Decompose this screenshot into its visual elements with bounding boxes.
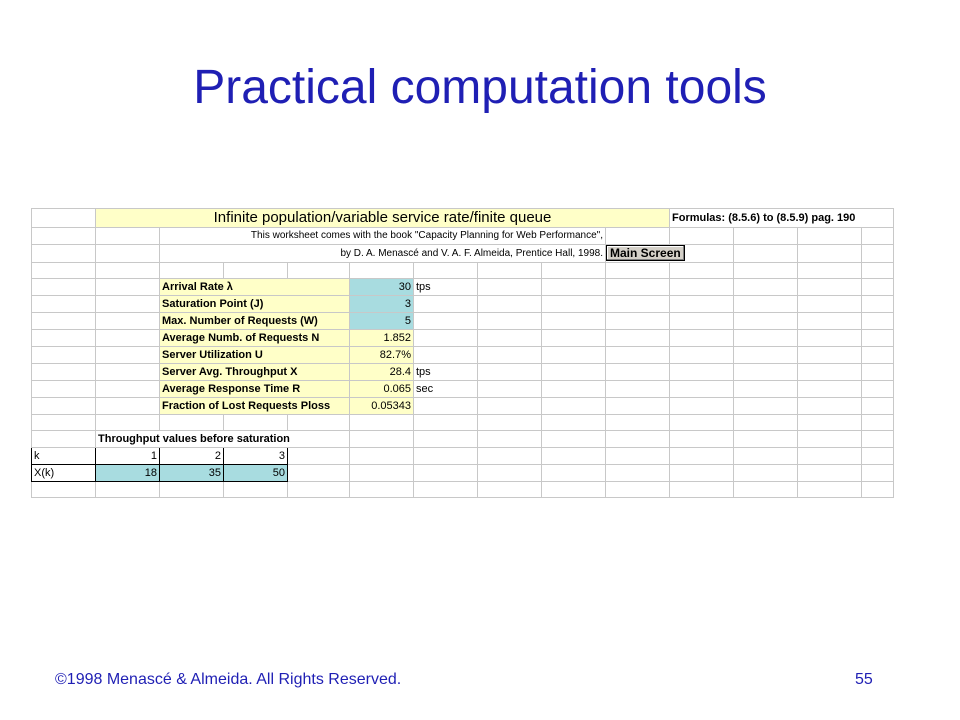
cell[interactable] — [542, 398, 606, 415]
cell[interactable] — [734, 347, 798, 364]
cell[interactable] — [478, 347, 542, 364]
cell[interactable] — [798, 347, 862, 364]
cell[interactable] — [542, 415, 606, 431]
cell[interactable] — [414, 465, 478, 482]
cell[interactable] — [542, 347, 606, 364]
cell[interactable] — [862, 296, 894, 313]
cell[interactable] — [288, 465, 350, 482]
param-value[interactable]: 30 — [350, 279, 414, 296]
cell[interactable] — [670, 465, 734, 482]
cell[interactable] — [478, 415, 542, 431]
cell[interactable] — [798, 431, 862, 448]
cell[interactable] — [606, 330, 670, 347]
cell[interactable] — [542, 431, 606, 448]
cell[interactable] — [606, 381, 670, 398]
cell[interactable] — [96, 296, 160, 313]
cell[interactable] — [350, 415, 414, 431]
param-value[interactable]: 28.4 — [350, 364, 414, 381]
cell[interactable] — [734, 364, 798, 381]
cell[interactable] — [798, 296, 862, 313]
cell[interactable] — [670, 330, 734, 347]
cell[interactable] — [96, 364, 160, 381]
cell[interactable] — [606, 296, 670, 313]
param-label[interactable]: Average Numb. of Requests N — [160, 330, 350, 347]
cell[interactable] — [606, 431, 670, 448]
throughput-x-value[interactable]: 18 — [96, 465, 160, 482]
cell[interactable] — [670, 313, 734, 330]
cell[interactable] — [670, 364, 734, 381]
cell[interactable] — [414, 448, 478, 465]
cell[interactable] — [478, 296, 542, 313]
cell[interactable] — [542, 448, 606, 465]
cell[interactable] — [670, 398, 734, 415]
cell[interactable] — [478, 398, 542, 415]
credit-line-2[interactable]: by D. A. Menascé and V. A. F. Almeida, Prentice Hall, 1998. — [160, 245, 606, 263]
cell[interactable] — [734, 330, 798, 347]
param-value[interactable]: 1.852 — [350, 330, 414, 347]
cell[interactable] — [96, 313, 160, 330]
param-unit[interactable]: sec — [414, 381, 478, 398]
cell[interactable] — [32, 263, 96, 279]
param-value[interactable]: 82.7% — [350, 347, 414, 364]
cell[interactable] — [798, 381, 862, 398]
param-value[interactable]: 0.065 — [350, 381, 414, 398]
cell[interactable] — [734, 296, 798, 313]
cell[interactable] — [542, 296, 606, 313]
param-label[interactable]: Fraction of Lost Requests Ploss — [160, 398, 350, 415]
cell[interactable] — [798, 330, 862, 347]
cell[interactable] — [606, 263, 670, 279]
cell[interactable] — [478, 263, 542, 279]
cell[interactable] — [734, 279, 798, 296]
cell[interactable] — [798, 263, 862, 279]
cell[interactable] — [798, 245, 862, 263]
cell[interactable] — [96, 228, 160, 245]
param-unit[interactable] — [414, 313, 478, 330]
cell[interactable] — [798, 228, 862, 245]
cell[interactable] — [96, 381, 160, 398]
cell[interactable] — [606, 228, 670, 245]
cell[interactable] — [798, 482, 862, 498]
cell[interactable] — [288, 482, 350, 498]
cell[interactable] — [542, 364, 606, 381]
param-unit[interactable]: tps — [414, 279, 478, 296]
slide-title: Practical computation tools — [193, 61, 767, 114]
cell[interactable] — [32, 296, 96, 313]
cell[interactable] — [862, 228, 894, 245]
param-unit[interactable] — [414, 296, 478, 313]
cell[interactable] — [478, 482, 542, 498]
cell[interactable] — [670, 448, 734, 465]
cell[interactable] — [32, 431, 96, 448]
cell[interactable] — [414, 482, 478, 498]
cell[interactable] — [478, 364, 542, 381]
cell[interactable] — [606, 482, 670, 498]
cell[interactable] — [798, 398, 862, 415]
param-label[interactable]: Arrival Rate λ — [160, 279, 350, 296]
param-label[interactable]: Server Avg. Throughput X — [160, 364, 350, 381]
cell[interactable] — [798, 448, 862, 465]
cell[interactable] — [224, 482, 288, 498]
cell[interactable] — [350, 482, 414, 498]
cell[interactable] — [478, 465, 542, 482]
cell[interactable] — [798, 313, 862, 330]
sheet-title[interactable]: Infinite population/variable service rate/finite queue — [96, 209, 670, 228]
cell[interactable] — [96, 263, 160, 279]
cell[interactable] — [32, 364, 96, 381]
main-screen-cell — [606, 245, 734, 263]
cell[interactable] — [478, 431, 542, 448]
cell[interactable] — [734, 398, 798, 415]
cell[interactable] — [160, 415, 224, 431]
throughput-k-value[interactable]: 3 — [224, 448, 288, 465]
cell[interactable] — [288, 448, 350, 465]
cell[interactable] — [734, 448, 798, 465]
cell[interactable] — [542, 330, 606, 347]
cell[interactable] — [862, 263, 894, 279]
page-number: 55 — [855, 671, 873, 688]
cell[interactable] — [350, 431, 414, 448]
throughput-k-value[interactable]: 1 — [96, 448, 160, 465]
cell[interactable] — [862, 448, 894, 465]
cell[interactable] — [542, 465, 606, 482]
cell[interactable] — [478, 330, 542, 347]
cell[interactable] — [542, 313, 606, 330]
cell[interactable] — [606, 465, 670, 482]
param-label[interactable]: Max. Number of Requests (W) — [160, 313, 350, 330]
cell[interactable] — [96, 482, 160, 498]
cell[interactable] — [96, 279, 160, 296]
cell[interactable] — [414, 263, 478, 279]
cell[interactable] — [32, 228, 96, 245]
throughput-x-value[interactable]: 35 — [160, 465, 224, 482]
cell[interactable] — [862, 279, 894, 296]
param-label[interactable]: Server Utilization U — [160, 347, 350, 364]
cell[interactable] — [734, 415, 798, 431]
cell[interactable] — [32, 381, 96, 398]
cell[interactable] — [670, 482, 734, 498]
param-unit[interactable] — [414, 330, 478, 347]
cell[interactable] — [734, 465, 798, 482]
throughput-title[interactable]: Throughput values before saturation — [96, 431, 350, 448]
cell[interactable] — [606, 448, 670, 465]
cell[interactable] — [798, 415, 862, 431]
param-value[interactable]: 5 — [350, 313, 414, 330]
cell[interactable] — [734, 381, 798, 398]
cell[interactable] — [32, 209, 96, 228]
cell[interactable] — [862, 398, 894, 415]
cell[interactable] — [32, 330, 96, 347]
cell[interactable] — [96, 398, 160, 415]
cell[interactable] — [478, 381, 542, 398]
throughput-x-label[interactable]: X(k) — [32, 465, 96, 482]
cell[interactable] — [670, 431, 734, 448]
cell[interactable] — [224, 263, 288, 279]
cell[interactable] — [862, 313, 894, 330]
main-screen-button[interactable]: Main Screen — [606, 245, 685, 261]
cell[interactable] — [606, 347, 670, 364]
cell[interactable] — [862, 364, 894, 381]
cell[interactable] — [670, 228, 734, 245]
cell[interactable] — [670, 279, 734, 296]
cell[interactable] — [862, 482, 894, 498]
cell[interactable] — [542, 381, 606, 398]
param-value[interactable]: 0.05343 — [350, 398, 414, 415]
credit-line-1[interactable]: This worksheet comes with the book "Capacity Planning for Web Performance", — [160, 228, 606, 245]
cell[interactable] — [670, 415, 734, 431]
cell[interactable] — [862, 415, 894, 431]
cell[interactable] — [96, 330, 160, 347]
param-value[interactable]: 3 — [350, 296, 414, 313]
param-unit[interactable] — [414, 347, 478, 364]
cell[interactable] — [798, 279, 862, 296]
cell[interactable] — [734, 228, 798, 245]
cell[interactable] — [288, 415, 350, 431]
cell[interactable] — [542, 263, 606, 279]
cell[interactable] — [734, 263, 798, 279]
cell[interactable] — [160, 482, 224, 498]
cell[interactable] — [32, 347, 96, 364]
throughput-x-value[interactable]: 50 — [224, 465, 288, 482]
cell[interactable] — [606, 279, 670, 296]
cell[interactable] — [32, 482, 96, 498]
formulas-text[interactable]: Formulas: (8.5.6) to (8.5.9) pag. 190 — [670, 209, 894, 228]
cell[interactable] — [862, 330, 894, 347]
cell[interactable] — [32, 245, 96, 263]
cell[interactable] — [606, 313, 670, 330]
param-label[interactable]: Average Response Time R — [160, 381, 350, 398]
cell[interactable] — [798, 465, 862, 482]
cell[interactable] — [32, 313, 96, 330]
cell[interactable] — [606, 415, 670, 431]
cell[interactable] — [96, 347, 160, 364]
cell[interactable] — [862, 245, 894, 263]
cell[interactable] — [670, 347, 734, 364]
cell[interactable] — [224, 415, 288, 431]
cell[interactable] — [32, 415, 96, 431]
cell[interactable] — [606, 398, 670, 415]
cell[interactable] — [798, 364, 862, 381]
cell[interactable] — [862, 431, 894, 448]
throughput-k-label[interactable]: k — [32, 448, 96, 465]
cell[interactable] — [96, 245, 160, 263]
cell[interactable] — [670, 263, 734, 279]
cell[interactable] — [414, 431, 478, 448]
cell[interactable] — [288, 263, 350, 279]
cell[interactable] — [96, 415, 160, 431]
cell[interactable] — [478, 313, 542, 330]
spreadsheet — [31, 208, 894, 498]
param-label[interactable]: Saturation Point (J) — [160, 296, 350, 313]
cell[interactable] — [350, 263, 414, 279]
cell[interactable] — [32, 398, 96, 415]
cell[interactable] — [350, 448, 414, 465]
cell[interactable] — [478, 448, 542, 465]
cell[interactable] — [862, 465, 894, 482]
cell[interactable] — [734, 431, 798, 448]
cell[interactable] — [670, 381, 734, 398]
cell[interactable] — [350, 465, 414, 482]
cell[interactable] — [606, 364, 670, 381]
throughput-k-value[interactable]: 2 — [160, 448, 224, 465]
cell[interactable] — [542, 279, 606, 296]
cell[interactable] — [414, 415, 478, 431]
cell[interactable] — [734, 313, 798, 330]
footer-copyright: ©1998 Menascé & Almeida. All Rights Reserved. — [55, 671, 402, 688]
cell[interactable] — [734, 482, 798, 498]
cell[interactable] — [478, 279, 542, 296]
param-unit[interactable]: tps — [414, 364, 478, 381]
cell[interactable] — [32, 279, 96, 296]
cell[interactable] — [862, 381, 894, 398]
cell[interactable] — [734, 245, 798, 263]
cell[interactable] — [670, 296, 734, 313]
cell[interactable] — [160, 263, 224, 279]
cell[interactable] — [862, 347, 894, 364]
param-unit[interactable] — [414, 398, 478, 415]
cell[interactable] — [542, 482, 606, 498]
